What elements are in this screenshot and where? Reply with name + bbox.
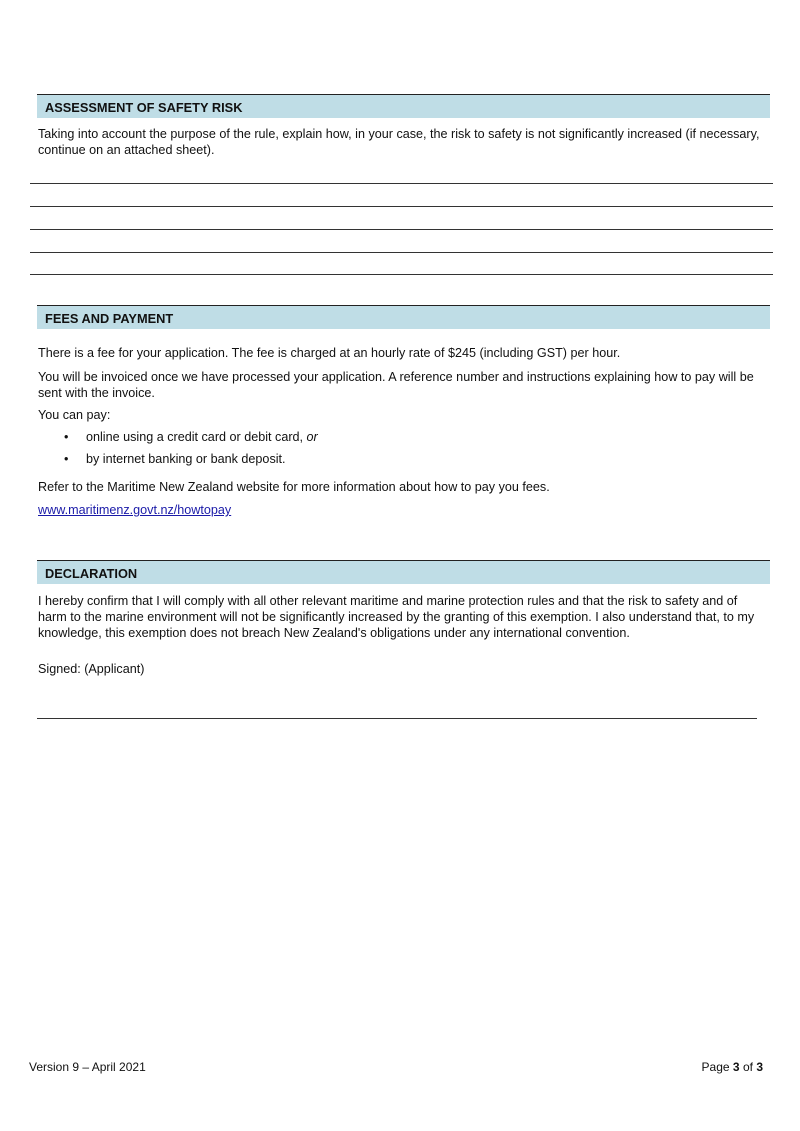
answer-line-5[interactable]: [30, 274, 773, 275]
version-label: Version 9 – April 2021: [29, 1060, 146, 1074]
declaration-section-header: DECLARATION: [37, 560, 770, 584]
fees-section-header: FEES AND PAYMENT: [37, 305, 770, 329]
invoice-text: You will be invoiced once we have processed your application. A reference number and instructions explaining how to pay will be sent with the invoice.: [38, 370, 754, 401]
list-item: online using a credit card or debit card, or: [86, 430, 318, 444]
assessment-instructions: Taking into account the purpose of the rule, explain how, in your case, the risk to safety is not significantly increased (if necessary, continue on an attached sheet).: [38, 127, 760, 158]
bullet-dot-icon: •: [64, 430, 69, 444]
signed-label: Signed: (Applicant): [38, 662, 145, 676]
page-number: Page 3 of 3: [701, 1060, 763, 1074]
declaration-text: I hereby confirm that I will comply with all other relevant maritime and marine protection rules and that the risk to safety and of harm to the marine environment will not be significantly increased by the granting of this exemption. I also understand that, to my knowledge, this exemption does not breach New Zealand's obligations under any international convention.: [38, 594, 755, 641]
answer-line-3[interactable]: [30, 229, 773, 230]
pay-intro: You can pay:: [38, 408, 111, 422]
answer-line-2[interactable]: [30, 206, 773, 207]
howtopay-link[interactable]: www.maritimenz.govt.nz/howtopay: [38, 503, 232, 517]
fee-text: There is a fee for your application. The fee is charged at an hourly rate of $245 (including GST) per hour.: [38, 346, 621, 360]
bullet-dot-icon: •: [64, 452, 69, 466]
answer-line-1[interactable]: [30, 183, 773, 184]
assessment-section-header: ASSESSMENT OF SAFETY RISK: [37, 94, 770, 118]
signature-line[interactable]: [37, 718, 757, 719]
answer-line-4[interactable]: [30, 252, 773, 253]
list-item: by internet banking or bank deposit.: [86, 452, 286, 466]
refer-text: Refer to the Maritime New Zealand website for more information about how to pay you fees.: [38, 480, 550, 494]
